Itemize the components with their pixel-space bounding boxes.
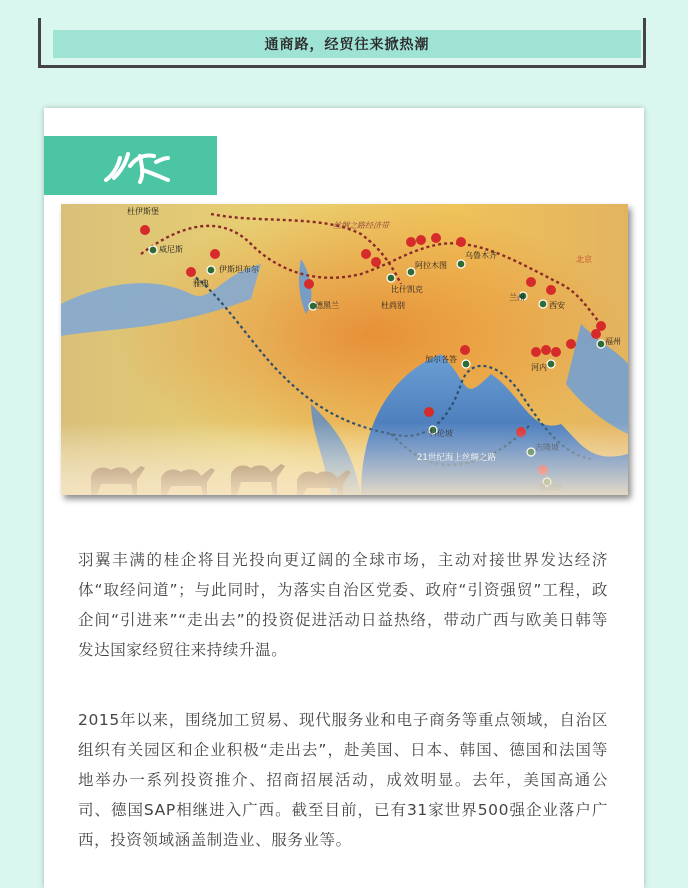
tag-block bbox=[44, 136, 217, 195]
paragraph-2: 2015年以来，围绕加工贸易、现代服务业和电子商务等重点领域，自治区组织有关园区和企业积极“走出去”，赴美国、日本、韩国、德国和法国等地举办一系列投资推介、招商招展活动，成效明显。去年，美国高通公司、德国SAP相继进入广西。截至目前，已有31家世界500强企业落户广西，投资领域涵盖制造业、服务业等。 bbox=[78, 711, 608, 849]
calligraphy-logo-icon bbox=[44, 136, 217, 195]
content-card bbox=[44, 108, 644, 888]
paragraph-1: 羽翼丰满的桂企将目光投向更辽阔的全球市场，主动对接世界发达经济体“取经问道”；与此同时，为落实自治区党委、政府“引资强贸”工程，政企间“引进来”“走出去”的投资促进活动日益热络，带动广西与欧美日韩等发达国家经贸往来持续升温。 bbox=[78, 551, 608, 659]
section-banner bbox=[38, 18, 646, 68]
silk-road-map bbox=[61, 204, 628, 495]
section-title: 通商路，经贸往来掀热潮 bbox=[53, 30, 641, 58]
